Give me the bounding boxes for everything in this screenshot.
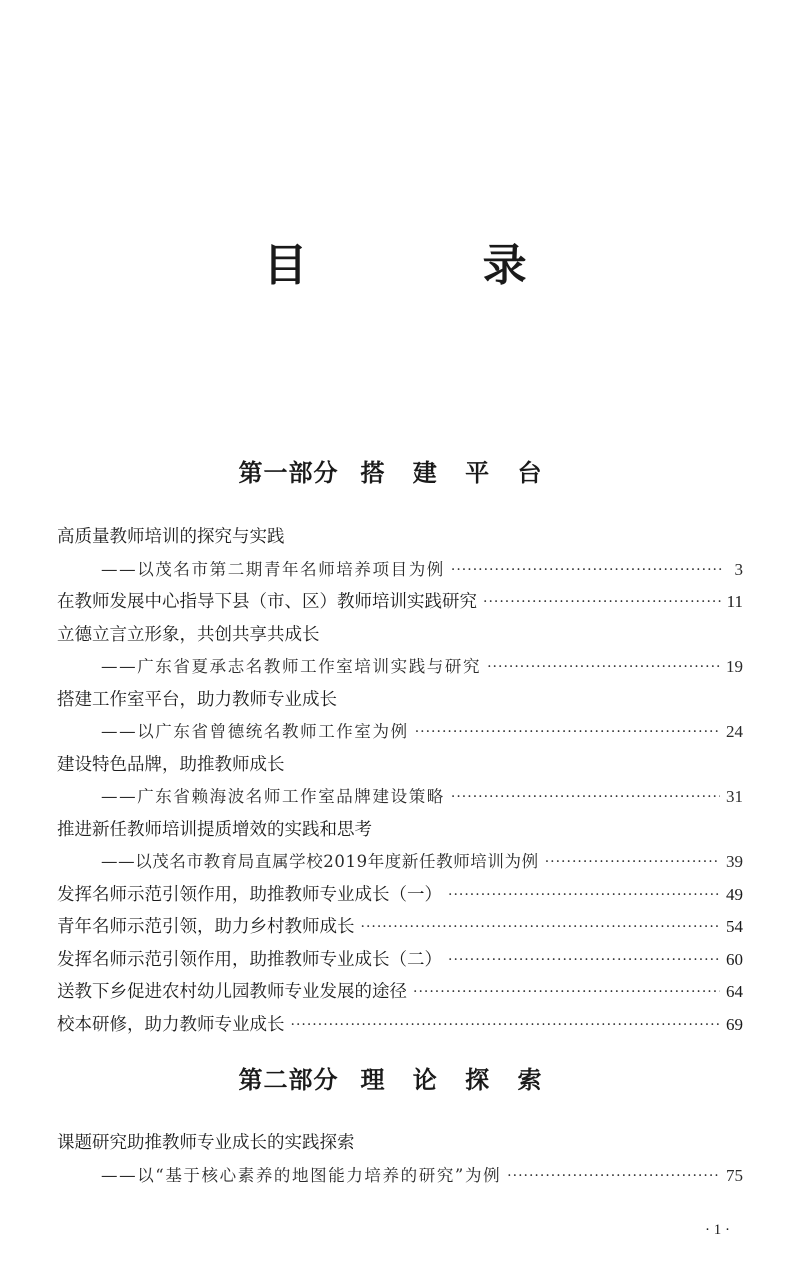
toc-entry-title-text: 校本研修，助力教师专业成长 [57,1014,285,1035]
toc-leader-dots [413,976,720,1009]
toc-entry-page: 60 [726,949,743,969]
part-one-label: 第一部分 [238,458,339,487]
toc-entry-title-text: 送教下乡促进农村幼儿园教师专业发展的途径 [57,982,407,1002]
part-one-name: 搭 建 平 台 [360,458,552,487]
toc-entry-title-text: 立德立言立形象，共创共享共成长 [57,624,320,645]
toc-leader-dots [448,879,720,912]
toc-entry-title[interactable] [57,684,743,717]
toc-leader-dots [415,716,720,749]
toc-leader-dots [361,911,721,944]
toc-leader-dots [291,1009,721,1042]
toc-entry-page: 69 [726,1014,743,1034]
page-title: 目 录 [263,240,607,291]
toc-entry-subtitle-text: ——以“基于核心素养的地图能力培养的研究”为例 [101,1165,502,1185]
toc-entry-title-text: 推进新任教师培训提质增效的实践和思考 [57,819,372,840]
toc-entry-page: 39 [726,852,743,871]
toc-leader-dots [545,846,720,879]
part-one-toc [57,521,743,1041]
toc-entry-page: 24 [726,722,743,741]
toc-entry-page: 19 [726,657,743,676]
toc-entry-title[interactable] [57,1009,743,1042]
toc-entry-subtitle[interactable] [57,651,743,684]
toc-entry-title[interactable] [57,521,743,554]
toc-leader-dots [451,781,720,814]
toc-entry-title-text: 课题研究助推教师专业成长的实践探索 [57,1133,355,1153]
part-two-name: 理 论 探 索 [360,1065,552,1094]
toc-entry-page: 75 [726,1165,743,1185]
part-two-toc [57,1127,743,1192]
toc-entry-page: 54 [726,917,743,936]
page-number: · 1 · [705,1222,730,1238]
toc-entry-title[interactable] [57,586,743,619]
toc-entry-page: 31 [726,787,743,806]
part-one-heading [0,457,790,489]
toc-entry-title[interactable] [57,749,743,782]
part-two-label: 第二部分 [238,1065,339,1094]
toc-leader-dots [448,944,720,977]
toc-entry-title-text: 发挥名师示范引领作用，助推教师专业成长（二） [57,949,442,970]
toc-entry-subtitle-text: ——广东省夏承志名教师工作室培训实践与研究 [101,657,482,676]
toc-entry-title-text: 高质量教师培训的探究与实践 [57,527,285,547]
toc-entry-page: 11 [726,592,743,611]
toc-entry-subtitle[interactable] [57,781,743,814]
toc-entry-subtitle-text: ——以茂名市教育局直属学校2019年度新任教师培训为例 [101,852,539,871]
toc-entry-title[interactable] [57,619,743,652]
toc-entry-title-text: 在教师发展中心指导下县（市、区）教师培训实践研究 [57,592,477,612]
part-two-heading [0,1064,790,1096]
toc-entry-title[interactable] [57,976,743,1009]
toc-entry-subtitle-text: ——广东省赖海波名师工作室品牌建设策略 [101,787,445,806]
toc-leader-dots [507,1160,720,1193]
toc-entry-subtitle-text: ——以广东省曾德统名教师工作室为例 [101,722,409,741]
toc-leader-dots [483,586,721,619]
toc-entry-title[interactable] [57,944,743,977]
toc-entry-title-text: 搭建工作室平台，助力教师专业成长 [57,689,337,710]
toc-entry-title-text: 青年名师示范引领，助力乡村教师成长 [57,917,355,937]
toc-leader-dots [451,554,723,587]
toc-entry-page: 3 [734,559,743,579]
toc-entry-title[interactable] [57,879,743,912]
toc-entry-subtitle[interactable] [57,716,743,749]
toc-entry-page: 64 [726,982,743,1001]
toc-leader-dots [487,651,720,684]
toc-entry-title-text: 发挥名师示范引领作用，助推教师专业成长（一） [57,884,442,905]
toc-entry-subtitle[interactable] [57,554,743,587]
toc-entry-subtitle-text: ——以茂名市第二期青年名师培养项目为例 [101,559,445,579]
toc-entry-page: 49 [726,884,743,904]
toc-entry-title[interactable] [57,814,743,847]
toc-entry-subtitle[interactable] [57,1160,743,1193]
toc-entry-title[interactable] [57,1127,743,1160]
toc-entry-title-text: 建设特色品牌，助推教师成长 [57,754,285,775]
toc-entry-title[interactable] [57,911,743,944]
toc-entry-subtitle[interactable] [57,846,743,879]
